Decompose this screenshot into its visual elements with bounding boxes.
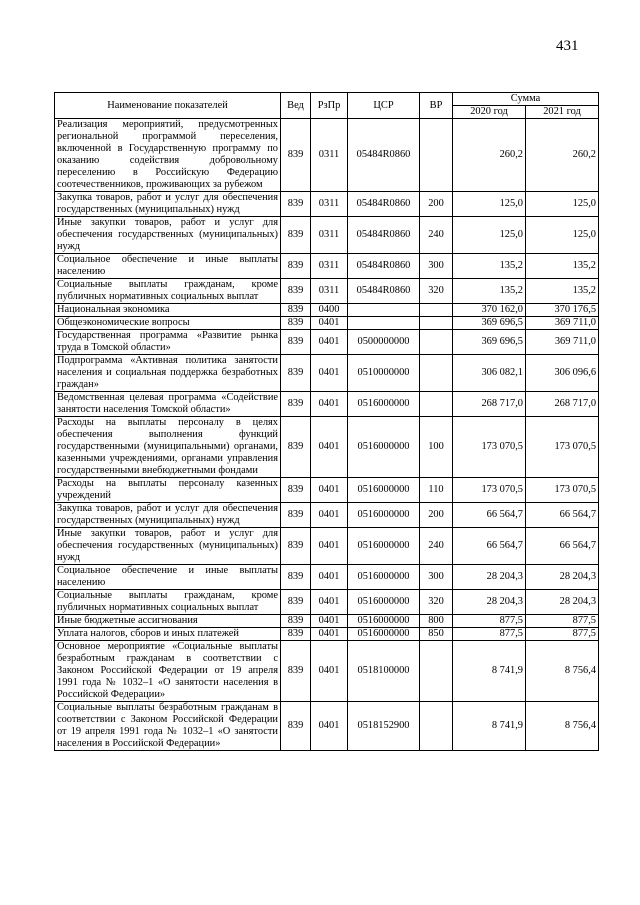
- row-sum-2020: 8 741,9: [453, 641, 526, 702]
- row-ved: 839: [281, 503, 311, 528]
- row-csr: 0516000000: [348, 417, 420, 478]
- table-row: [55, 355, 599, 392]
- row-name: Национальная экономика: [55, 304, 281, 317]
- row-csr: 0516000000: [348, 565, 420, 590]
- row-rzpr: 0401: [311, 528, 348, 565]
- row-name: Иные закупки товаров, работ и услуг для обеспечения государственных (муниципальных) нужд: [55, 528, 281, 565]
- table-row: [55, 392, 599, 417]
- row-csr: 0500000000: [348, 330, 420, 355]
- row-sum-2021: 173 070,5: [526, 478, 599, 503]
- row-csr: 0516000000: [348, 615, 420, 628]
- row-csr: [348, 304, 420, 317]
- table-row: [55, 217, 599, 254]
- row-csr: [348, 317, 420, 330]
- row-ved: 839: [281, 355, 311, 392]
- row-vr: 800: [420, 615, 453, 628]
- row-ved: 839: [281, 590, 311, 615]
- page-number: 431: [556, 38, 579, 54]
- row-sum-2021: 135,2: [526, 279, 599, 304]
- row-sum-2020: 369 696,5: [453, 317, 526, 330]
- row-sum-2021: 268 717,0: [526, 392, 599, 417]
- row-ved: 839: [281, 317, 311, 330]
- row-rzpr: 0401: [311, 478, 348, 503]
- row-csr: 0518152900: [348, 702, 420, 751]
- row-name: Государственная программа «Развитие рынка труда в Томской области»: [55, 330, 281, 355]
- table-row: [55, 503, 599, 528]
- row-sum-2020: 173 070,5: [453, 417, 526, 478]
- header-2021: 2021 год: [526, 106, 599, 119]
- row-csr: 0516000000: [348, 478, 420, 503]
- row-rzpr: 0401: [311, 317, 348, 330]
- table-row: [55, 628, 599, 641]
- row-ved: 839: [281, 528, 311, 565]
- row-ved: 839: [281, 217, 311, 254]
- row-ved: 839: [281, 641, 311, 702]
- table-row: [55, 417, 599, 478]
- row-csr: 05484R0860: [348, 254, 420, 279]
- row-name: Иные закупки товаров, работ и услуг для обеспечения государственных (муниципальных) нужд: [55, 217, 281, 254]
- row-vr: 240: [420, 217, 453, 254]
- row-rzpr: 0401: [311, 702, 348, 751]
- row-sum-2020: 135,2: [453, 254, 526, 279]
- row-sum-2021: 28 204,3: [526, 565, 599, 590]
- row-rzpr: 0401: [311, 628, 348, 641]
- row-rzpr: 0311: [311, 217, 348, 254]
- row-csr: 05484R0860: [348, 192, 420, 217]
- row-rzpr: 0401: [311, 615, 348, 628]
- row-name: Социальные выплаты гражданам, кроме публичных нормативных социальных выплат: [55, 279, 281, 304]
- row-ved: 839: [281, 392, 311, 417]
- row-sum-2021: 306 096,6: [526, 355, 599, 392]
- row-sum-2020: 135,2: [453, 279, 526, 304]
- table-row: [55, 304, 599, 317]
- row-vr: 240: [420, 528, 453, 565]
- row-sum-2021: 173 070,5: [526, 417, 599, 478]
- row-sum-2021: 369 711,0: [526, 330, 599, 355]
- table-row: [55, 330, 599, 355]
- row-rzpr: 0311: [311, 254, 348, 279]
- row-sum-2020: 877,5: [453, 628, 526, 641]
- row-sum-2020: 66 564,7: [453, 528, 526, 565]
- row-sum-2021: 877,5: [526, 615, 599, 628]
- row-vr: [420, 355, 453, 392]
- row-sum-2020: 28 204,3: [453, 590, 526, 615]
- row-name: Иные бюджетные ассигнования: [55, 615, 281, 628]
- row-csr: 0516000000: [348, 628, 420, 641]
- table-row: [55, 478, 599, 503]
- row-sum-2021: 28 204,3: [526, 590, 599, 615]
- table-row: [55, 317, 599, 330]
- row-sum-2020: 125,0: [453, 192, 526, 217]
- row-sum-2020: 370 162,0: [453, 304, 526, 317]
- row-sum-2021: 8 756,4: [526, 641, 599, 702]
- row-rzpr: 0311: [311, 119, 348, 192]
- row-sum-2020: 369 696,5: [453, 330, 526, 355]
- row-rzpr: 0401: [311, 590, 348, 615]
- row-ved: 839: [281, 279, 311, 304]
- row-vr: [420, 317, 453, 330]
- row-name: Расходы на выплаты персоналу в целях обеспечения выполнения функций государственными (муниципальными) органами, казенными учреждениями, органами управления государственными внебюджетными фондами: [55, 417, 281, 478]
- row-csr: 0510000000: [348, 355, 420, 392]
- row-rzpr: 0401: [311, 392, 348, 417]
- row-ved: 839: [281, 478, 311, 503]
- row-name: Общеэкономические вопросы: [55, 317, 281, 330]
- row-rzpr: 0401: [311, 641, 348, 702]
- table-row: [55, 641, 599, 702]
- row-ved: 839: [281, 702, 311, 751]
- row-ved: 839: [281, 628, 311, 641]
- header-sum: Сумма: [453, 93, 599, 106]
- row-vr: [420, 330, 453, 355]
- row-csr: 05484R0860: [348, 119, 420, 192]
- row-ved: 839: [281, 330, 311, 355]
- row-sum-2021: 369 711,0: [526, 317, 599, 330]
- row-vr: [420, 304, 453, 317]
- row-rzpr: 0401: [311, 355, 348, 392]
- row-vr: 110: [420, 478, 453, 503]
- row-sum-2021: 66 564,7: [526, 503, 599, 528]
- row-name: Уплата налогов, сборов и иных платежей: [55, 628, 281, 641]
- row-sum-2020: 125,0: [453, 217, 526, 254]
- row-name: Подпрограмма «Активная политика занятости населения и социальная поддержка безработных граждан»: [55, 355, 281, 392]
- header-rzpr: РзПр: [311, 93, 348, 119]
- row-sum-2020: 268 717,0: [453, 392, 526, 417]
- row-vr: 300: [420, 565, 453, 590]
- table-row: [55, 279, 599, 304]
- row-sum-2020: 877,5: [453, 615, 526, 628]
- row-sum-2020: 8 741,9: [453, 702, 526, 751]
- header-csr: ЦСР: [348, 93, 420, 119]
- row-vr: 320: [420, 279, 453, 304]
- row-sum-2021: 125,0: [526, 217, 599, 254]
- table-row: [55, 615, 599, 628]
- row-vr: [420, 392, 453, 417]
- row-sum-2020: 66 564,7: [453, 503, 526, 528]
- row-sum-2021: 877,5: [526, 628, 599, 641]
- row-ved: 839: [281, 254, 311, 279]
- row-name: Закупка товаров, работ и услуг для обеспечения государственных (муниципальных) нужд: [55, 192, 281, 217]
- table-row: [55, 702, 599, 751]
- table-body: [55, 119, 599, 751]
- row-csr: 0518100000: [348, 641, 420, 702]
- row-name: Социальные выплаты безработным гражданам в соответствии с Законом Российской Федерации от 19 апреля 1991 года № 1032–1 «О занятости населения в Российской Федерации»: [55, 702, 281, 751]
- table-row: [55, 192, 599, 217]
- table-row: [55, 590, 599, 615]
- row-sum-2021: 8 756,4: [526, 702, 599, 751]
- row-name: Ведомственная целевая программа «Содействие занятости населения Томской области»: [55, 392, 281, 417]
- row-vr: [420, 702, 453, 751]
- row-vr: 100: [420, 417, 453, 478]
- row-csr: 05484R0860: [348, 217, 420, 254]
- row-rzpr: 0311: [311, 279, 348, 304]
- row-vr: 300: [420, 254, 453, 279]
- row-name: Основное мероприятие «Социальные выплаты безработным гражданам в соответствии с Законом Российской Федерации от 19 апреля 1991 года № 1032–1 «О занятости населения в Российской Федерации»: [55, 641, 281, 702]
- row-sum-2020: 260,2: [453, 119, 526, 192]
- row-rzpr: 0401: [311, 417, 348, 478]
- row-vr: 320: [420, 590, 453, 615]
- row-ved: 839: [281, 615, 311, 628]
- row-sum-2020: 173 070,5: [453, 478, 526, 503]
- row-csr: 0516000000: [348, 590, 420, 615]
- row-ved: 839: [281, 192, 311, 217]
- header-ved: Вед: [281, 93, 311, 119]
- row-rzpr: 0311: [311, 192, 348, 217]
- row-sum-2021: 125,0: [526, 192, 599, 217]
- row-sum-2021: 135,2: [526, 254, 599, 279]
- row-vr: 200: [420, 503, 453, 528]
- header-vr: ВР: [420, 93, 453, 119]
- table-row: [55, 119, 599, 192]
- table-row: [55, 565, 599, 590]
- row-vr: [420, 119, 453, 192]
- row-sum-2020: 306 082,1: [453, 355, 526, 392]
- header-2020: 2020 год: [453, 106, 526, 119]
- row-rzpr: 0400: [311, 304, 348, 317]
- table-row: [55, 254, 599, 279]
- row-sum-2020: 28 204,3: [453, 565, 526, 590]
- row-ved: 839: [281, 304, 311, 317]
- row-name: Социальное обеспечение и иные выплаты населению: [55, 565, 281, 590]
- row-name: Социальные выплаты гражданам, кроме публичных нормативных социальных выплат: [55, 590, 281, 615]
- budget-table: [54, 92, 599, 751]
- table-row: [55, 528, 599, 565]
- header-name: Наименование показателей: [55, 93, 281, 119]
- row-csr: 05484R0860: [348, 279, 420, 304]
- row-vr: 200: [420, 192, 453, 217]
- row-name: Реализация мероприятий, предусмотренных региональной программой переселения, включенной в Государственную программу по оказанию содействия добровольному переселению в Российскую Федерацию соотечественников, проживающих за рубежом: [55, 119, 281, 192]
- row-sum-2021: 66 564,7: [526, 528, 599, 565]
- row-rzpr: 0401: [311, 503, 348, 528]
- row-sum-2021: 260,2: [526, 119, 599, 192]
- row-csr: 0516000000: [348, 392, 420, 417]
- row-ved: 839: [281, 119, 311, 192]
- row-name: Социальное обеспечение и иные выплаты населению: [55, 254, 281, 279]
- row-name: Закупка товаров, работ и услуг для обеспечения государственных (муниципальных) нужд: [55, 503, 281, 528]
- row-rzpr: 0401: [311, 330, 348, 355]
- row-csr: 0516000000: [348, 528, 420, 565]
- row-vr: [420, 641, 453, 702]
- row-sum-2021: 370 176,5: [526, 304, 599, 317]
- row-name: Расходы на выплаты персоналу казенных учреждений: [55, 478, 281, 503]
- row-ved: 839: [281, 565, 311, 590]
- row-rzpr: 0401: [311, 565, 348, 590]
- row-vr: 850: [420, 628, 453, 641]
- row-csr: 0516000000: [348, 503, 420, 528]
- row-ved: 839: [281, 417, 311, 478]
